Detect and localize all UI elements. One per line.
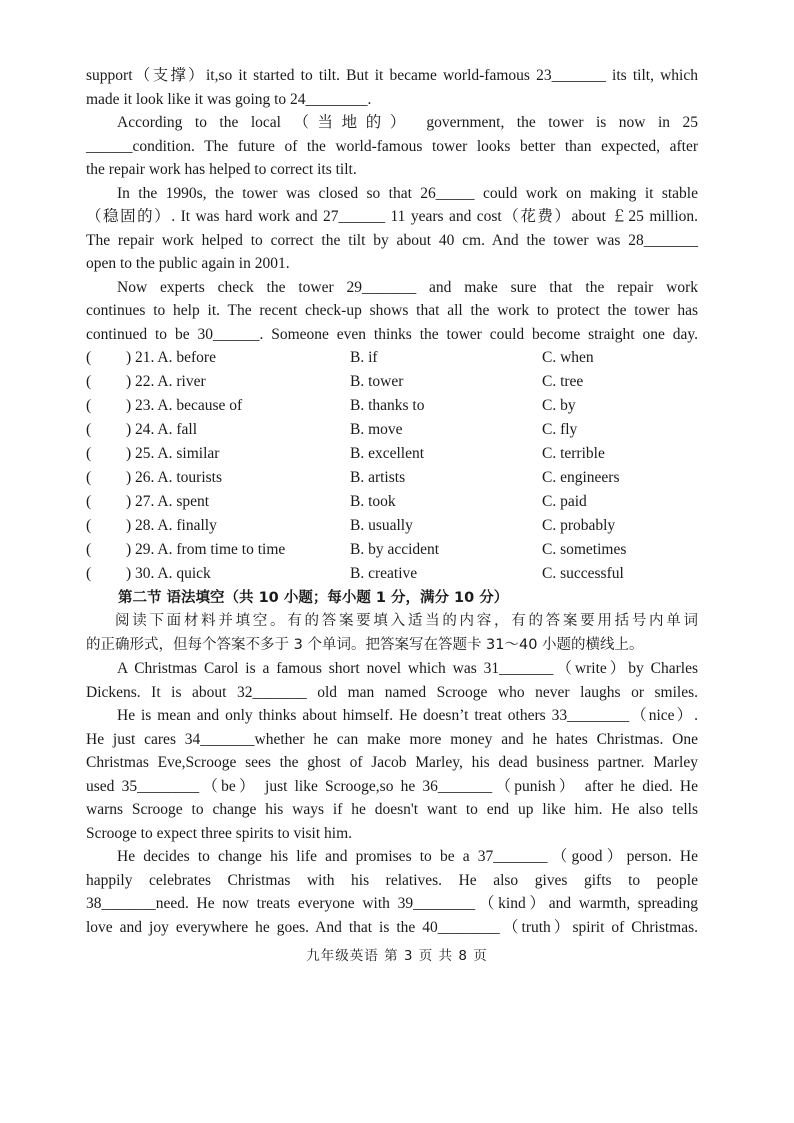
option-c: C. engineers [542,469,620,486]
option-b: B. artists [350,469,406,486]
question-list [86,346,698,586]
option-c: C. probably [542,517,616,534]
option-c: C. successful [542,565,624,582]
passage2-line: Christmas Eve,Scrooge sees the ghost of Jacob Marley, his dead business partner. Marley [86,754,698,771]
passage1-line: The repair work helped to correct the tilt by about 40 cm. And the tower was 28_______ [86,231,698,249]
answer-paren: ( [86,373,92,390]
option-a: ) 24. A. fall [126,421,198,438]
option-b: B. thanks to [350,397,425,414]
passage2-line: He is mean and only thinks about himself. He doesn’t treat others 33________（nice）. [117,707,698,724]
option-a: ) 29. A. from time to time [126,541,286,558]
passage2-line: love and joy everywhere he goes. And that is the 40________（truth）spirit of Christmas. [86,918,698,936]
question-row [86,490,698,514]
passage2-line: Scrooge to expect three spirits to visit him. [86,824,353,842]
question-row [86,346,698,370]
answer-paren: ( [86,565,92,582]
option-b: B. by accident [350,541,440,558]
passage1-line: According to the local （当地的） government, the tower is now in 25 [117,114,698,131]
question-row [86,394,698,418]
answer-paren: ( [86,349,92,366]
answer-paren: ( [86,445,92,462]
passage1-line: （稳固的）. It was hard work and 27______ 11 years and cost（花费）about ￡25 million. [86,208,698,225]
exam-page [86,64,698,939]
instruction-line: 阅读下面材料并填空。有的答案要填入适当的内容，有的答案要用括号内单词 [115,613,698,629]
option-a: ) 21. A. before [126,349,216,366]
option-c: C. sometimes [542,541,627,558]
passage1-line: Now experts check the tower 29_______ and make sure that the repair work [117,278,698,296]
question-row [86,418,698,442]
option-a: ) 30. A. quick [126,565,211,582]
answer-paren: ( [86,517,92,534]
answer-paren: ( [86,493,92,510]
option-a: ) 28. A. finally [126,517,217,534]
passage2-line: happily celebrates Christmas with his relatives. He also gives gifts to people [86,871,698,889]
passage2-line: He just cares 34_______whether he can make more money and he hates Christmas. One [86,730,698,748]
passage1-line: the repair work has helped to correct its tilt. [86,161,357,178]
option-b: B. excellent [350,445,425,462]
option-b: B. took [350,493,396,510]
passage2-line: A Christmas Carol is a famous short novel which was 31_______（write）by Charles [117,660,698,677]
answer-paren: ( [86,397,92,414]
option-b: B. creative [350,565,418,582]
option-b: B. if [350,349,378,366]
passage2-line: warns Scrooge to change his ways if he doesn't want to end up like him. He also tells [86,801,698,818]
question-row [86,370,698,394]
option-b: B. tower [350,373,404,390]
answer-paren: ( [86,541,92,558]
passage1-line: In the 1990s, the tower was closed so that 26_____ could work on making it stable [117,184,698,202]
passage2-line: 38_______need. He now treats everyone with 39________（kind）and warmth, spreading [86,895,698,912]
passage1-line: continued to be 30______. Someone even thinks the tower could become straight one day. [86,325,698,343]
passage1-line: continues to help it. The recent check-up shows that all the work to protect the tower has [86,302,698,319]
answer-paren: ( [86,469,92,486]
option-a: ) 25. A. similar [126,445,220,462]
question-row [86,514,698,538]
passage2-line: Dickens. It is about 32_______ old man named Scrooge who never laughs or smiles. [86,683,698,701]
passage2-line: used 35________（be） just like Scrooge,so he 36_______（punish） after he died. He [86,777,698,795]
question-row [86,466,698,490]
option-a: ) 22. A. river [126,373,206,390]
answer-paren: ( [86,421,92,438]
option-b: B. usually [350,517,413,534]
option-c: C. by [542,397,576,414]
option-c: C. when [542,349,594,366]
passage2-line: He decides to change his life and promises to be a 37_______（good）person. He [117,848,698,865]
option-c: C. fly [542,421,578,438]
instruction-line: 的正确形式，但每个答案不多于 3 个单词。把答案写在答题卡 31～40 小题的横线上。 [86,636,644,653]
option-a: ) 23. A. because of [126,397,243,414]
question-row [86,442,698,466]
passage1-line: support（支撑）it,so it started to tilt. But it became world-famous 23_______ its tilt, which [86,67,698,84]
page-footer: 九年级英语 第 3 页 共 8 页 [306,948,488,964]
option-a: ) 27. A. spent [126,493,210,510]
option-c: C. tree [542,373,584,390]
option-c: C. terrible [542,445,605,462]
passage1-line: ______condition. The future of the world-famous tower looks better than expected, after [86,137,698,155]
option-b: B. move [350,421,403,438]
option-c: C. paid [542,493,587,510]
passage1-line: open to the public again in 2001. [86,255,290,272]
passage1-line: made it look like it was going to 24________. [86,90,372,108]
option-a: ) 26. A. tourists [126,469,223,486]
question-row [86,538,698,562]
section-title: 第二节 语法填空（共 10 小题；每小题 1 分，满分 10 分） [118,590,509,606]
question-row [86,562,698,586]
